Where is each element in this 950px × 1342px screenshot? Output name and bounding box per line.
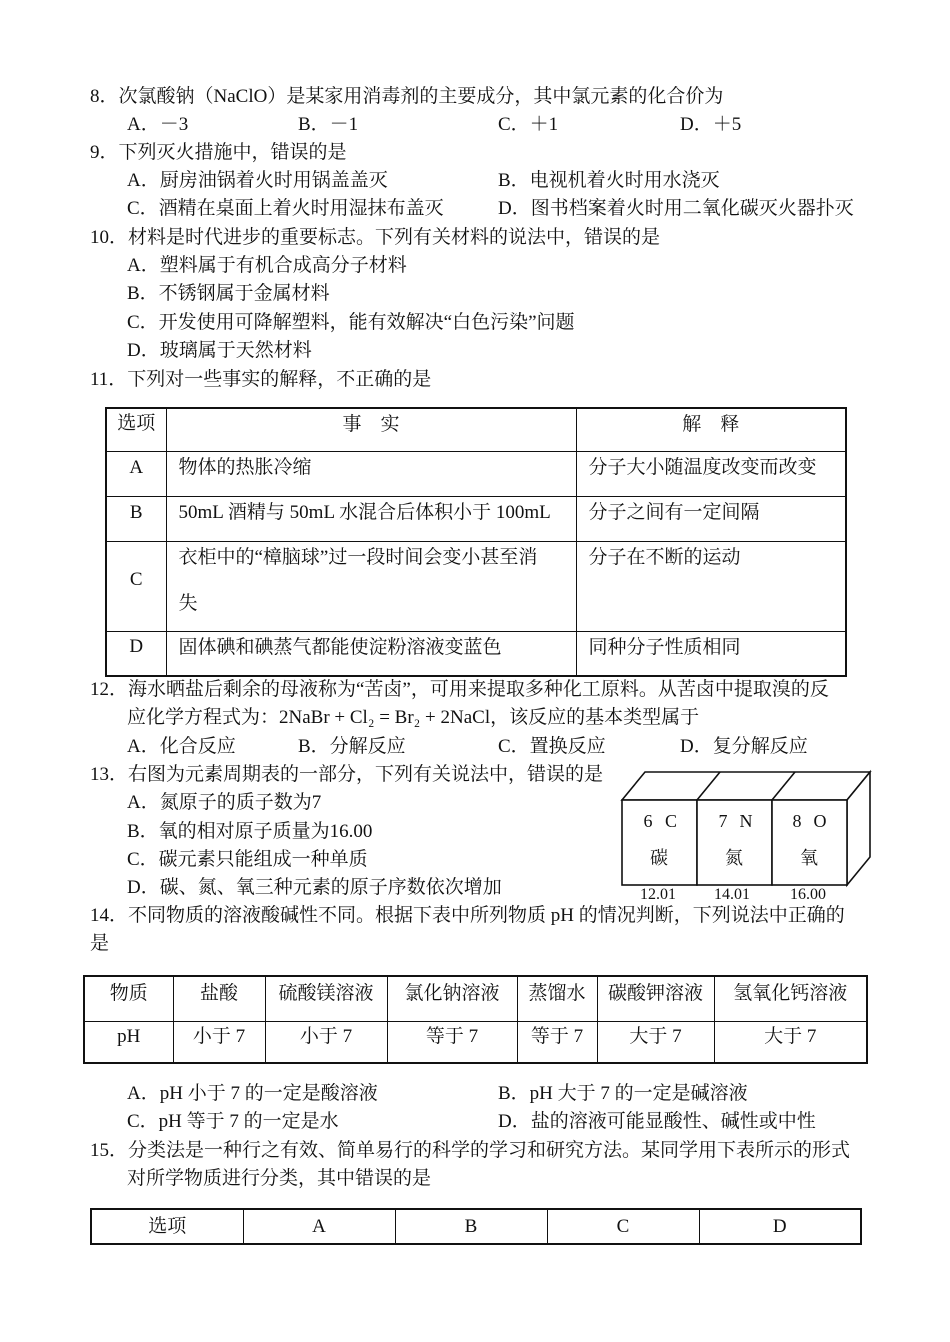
q13-stem: 13．右图为元素周期表的一部分，下列有关说法中，错误的是 [90,764,604,785]
row-explanation: 分子之间有一定间隔 [576,496,846,541]
nitrogen-atomic-mass: 14.01 [714,886,750,903]
row-fact [166,631,576,676]
row-explanation: 分子大小随温度改变而改变 [576,451,846,496]
element-box-carbon [622,800,697,885]
header-fact: 事 实 [166,408,576,451]
carbon-symbol: C [664,811,678,831]
q15-classification-table [90,1208,862,1245]
table-row [106,451,846,496]
row-option-label: C [106,541,166,631]
header-option-d: D [699,1209,861,1244]
q14-option-c: C．pH 等于 7 的一定是水 [127,1111,339,1132]
carbon-name: 碳 [650,848,668,868]
q14-option-a: A．pH 小于 7 的一定是酸溶液 [127,1083,378,1104]
q12-option-b: B．分解反应 [298,736,406,757]
cell-ph-value: 大于 7 [714,1021,867,1063]
cell-substance: 氯化钠溶液 [387,976,517,1021]
oxygen-symbol: O [813,811,827,831]
q9-option-b: B．电视机着火时用水浇灭 [498,170,720,191]
header-option: 选项 [106,408,166,451]
q14-option-b: B．pH 大于 7 的一定是碱溶液 [498,1083,748,1104]
row-fact [166,451,576,496]
q11-stem: 11．下列对一些事实的解释，不正确的是 [90,369,432,390]
q8-option-b: B．－1 [298,114,359,135]
q8-option-a: A．－3 [127,114,189,135]
periodic-table-figure [610,760,880,910]
cell-substance: 碳酸钾溶液 [597,976,714,1021]
cell-ph-value: 等于 7 [517,1021,597,1063]
cell-ph-value: 大于 7 [597,1021,714,1063]
q15-stem-line-2: 对所学物质进行分类，其中错误的是 [127,1168,432,1189]
q12-option-a: A．化合反应 [127,736,236,757]
table-header-row [84,976,867,1021]
cell-ph-value: 小于 7 [173,1021,265,1063]
q11-table [105,407,847,677]
fact-line: 50mL 酒精与 50mL 水混合后体积小于 100mL [178,501,551,523]
table-row [106,631,846,676]
q8-stem: 8．次氯酸钠（NaClO）是某家用消毒剂的主要成分，其中氯元素的化合价为 [90,86,724,107]
q12-option-d: D．复分解反应 [680,736,808,757]
table-row [106,541,846,631]
table-header-row [106,408,846,451]
cell-substance: 氢氧化钙溶液 [714,976,867,1021]
nitrogen-symbol: N [739,811,753,831]
table-row [106,496,846,541]
box-top-face [622,772,870,800]
q14-stem-line-2: 是 [90,933,110,954]
row-explanation: 同种分子性质相同 [576,631,846,676]
q12-option-c: C．置换反应 [498,736,606,757]
cell-substance: 蒸馏水 [517,976,597,1021]
oxygen-atomic-mass: 16.00 [790,886,826,903]
q10-option-d: D．玻璃属于天然材料 [127,340,312,361]
q9-option-a: A．厨房油锅着火时用锅盖盖灭 [127,170,388,191]
element-box-oxygen [772,800,847,885]
cell-substance: 硫酸镁溶液 [265,976,387,1021]
q9-stem: 9．下列灭火措施中，错误的是 [90,142,347,163]
q15-stem-line-1: 15．分类法是一种行之有效、简单易行的科学的学习和研究方法。某同学用下表所示的形式 [90,1140,851,1161]
table-header-row [91,1209,861,1244]
row-option-label: B [106,496,166,541]
cell-ph-label: pH [84,1021,173,1063]
q9-option-c: C．酒精在桌面上着火时用湿抹布盖灭 [127,198,444,219]
q13-option-c: C．碳元素只能组成一种单质 [127,849,368,870]
q10-stem: 10．材料是时代进步的重要标志。下列有关材料的说法中，错误的是 [90,227,661,248]
q8-option-d: D．＋5 [680,114,742,135]
fact-line: 衣柜中的“樟脑球”过一段时间会变小甚至消 [178,546,538,568]
q12-stem-line-2: 应化学方程式为：2NaBr + Cl₂ = Br₂ + 2NaCl，该反应的基本类型属于 [127,707,700,728]
q12-stem-line-1: 12．海水晒盐后剩余的母液称为“苦卤”，可用来提取多种化工原料。从苦卤中提取溴的反 [90,679,829,700]
element-box-nitrogen [697,800,772,885]
row-option-label: D [106,631,166,676]
q14-ph-table [83,975,868,1064]
row-fact [166,496,576,541]
header-option: 选项 [91,1209,243,1244]
fact-line: 固体碘和碘蒸气都能使淀粉溶液变蓝色 [178,636,502,658]
q14-stem-line-1: 14．不同物质的溶液酸碱性不同。根据下表中所列物质 pH 的情况判断，下列说法中正确的 [90,905,845,926]
header-option-c: C [547,1209,699,1244]
header-option-b: B [395,1209,547,1244]
q9-option-d: D．图书档案着火时用二氧化碳灭火器扑灭 [498,198,854,219]
cell-substance-label: 物质 [84,976,173,1021]
cell-ph-value: 等于 7 [387,1021,517,1063]
q8-option-c: C．＋1 [498,114,559,135]
fact-line: 物体的热胀冷缩 [178,456,312,478]
oxygen-name: 氧 [800,848,818,868]
q13-option-a: A．氮原子的质子数为7 [127,792,322,813]
row-option-label: A [106,451,166,496]
carbon-atomic-mass: 12.01 [640,886,676,903]
header-explanation: 解 释 [576,408,846,451]
nitrogen-name: 氮 [725,848,743,868]
fact-line: 失 [178,592,198,614]
q10-option-c: C．开发使用可降解塑料，能有效解决“白色污染”问题 [127,312,575,333]
cell-substance: 盐酸 [173,976,265,1021]
nitrogen-atomic-number: 7 [718,811,728,831]
cell-ph-value: 小于 7 [265,1021,387,1063]
table-row [84,1021,867,1063]
q13-option-b: B．氧的相对原子质量为16.00 [127,821,373,842]
q13-option-d: D．碳、氮、氧三种元素的原子序数依次增加 [127,877,502,898]
oxygen-atomic-number: 8 [792,811,802,831]
q10-option-b: B．不锈钢属于金属材料 [127,283,330,304]
row-fact [166,541,576,631]
row-explanation: 分子在不断的运动 [576,541,846,631]
header-option-a: A [243,1209,395,1244]
carbon-atomic-number: 6 [643,811,653,831]
q10-option-a: A．塑料属于有机合成高分子材料 [127,255,407,276]
q14-option-d: D．盐的溶液可能显酸性、碱性或中性 [498,1111,816,1132]
